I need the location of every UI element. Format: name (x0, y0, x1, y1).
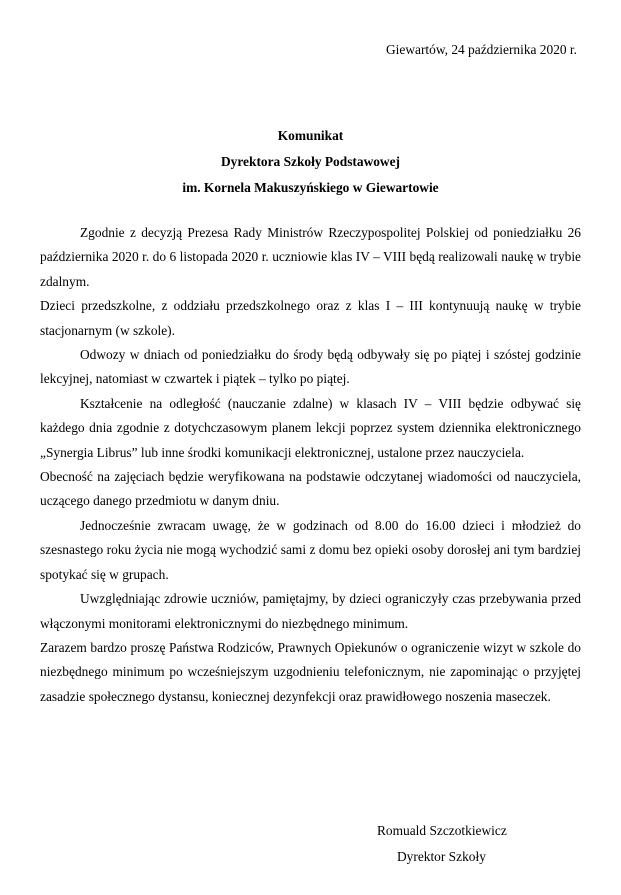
paragraph-attendance: Obecność na zajęciach będzie weryfikowana na podstawie odczytanej wiadomości od nauczyciela, uczącego danego przedmiotu w danym dniu. (40, 469, 581, 509)
title-line-3: im. Kornela Makuszyńskiego w Giewartowie (182, 180, 439, 195)
document-body (40, 221, 581, 709)
title-line-1: Komunikat (277, 128, 344, 143)
paragraph-visits: Zarazem bardzo proszę Państwa Rodziców, Prawnych Opiekunów o ograniczenie wizyt w szkole do niezbędnego minimum po wcześniejszym uzgodnieniu telefonicznym, nie zapominając o przyjętej zasadzie społecznego dystansu, koniecznej dezynfekcji oraz prawidłowego noszenia maseczek. (40, 639, 581, 704)
document-title (0, 123, 621, 201)
paragraph-transport: Odwozy w dniach od poniedziałku do środy będą odbywały się po piątej i szóstej godzinie lekcyjnej, natomiast w czwartek i piątek – tylko po piątej. (40, 347, 581, 387)
paragraph-curfew: Jednocześnie zwracam uwagę, że w godzinach od 8.00 do 16.00 dzieci i młodzież do szesnastego roku życia nie mogą wychodzić sami z domu bez opieki osoby dorosłej ani tym bardziej spotykać się w grupach. (40, 517, 581, 582)
signature-role: Dyrektor Szkoły (397, 849, 486, 864)
paragraph-distance-education: Kształcenie na odległość (nauczanie zdalne) w klasach IV – VIII będzie odbywać się każdego dnia zgodnie z dotychczasowym planem lekcji poprzez system dziennika elektronicznego „Synergia Librus” lub inne środki komunikacji elektronicznej, ustalone przez nauczyciela. (40, 395, 581, 460)
title-line-2: Dyrektora Szkoły Podstawowej (220, 154, 401, 169)
signature-name: Romuald Szczotkiewicz (377, 823, 507, 838)
signature-block (300, 818, 560, 870)
date-line: Giewartów, 24 października 2020 r. (386, 42, 577, 57)
paragraph-preschool: Dzieci przedszkolne, z oddziału przedszkolnego oraz z klas I – III kontynuują naukę w trybie stacjonarnym (w szkole). (40, 298, 581, 338)
paragraph-screen-time: Uwzględniając zdrowie uczniów, pamiętajmy, by dzieci ograniczyły czas przebywania przed włączonymi monitorami elektronicznymi do niezbędnego minimum. (40, 591, 581, 631)
paragraph-remote-learning: Zgodnie z decyzją Prezesa Rady Ministrów Rzeczypospolitej Polskiej od poniedziałku 26 października 2020 r. do 6 listopada 2020 r. uczniowie klas IV – VIII będą realizowali naukę w trybie zdalnym. (40, 225, 581, 289)
